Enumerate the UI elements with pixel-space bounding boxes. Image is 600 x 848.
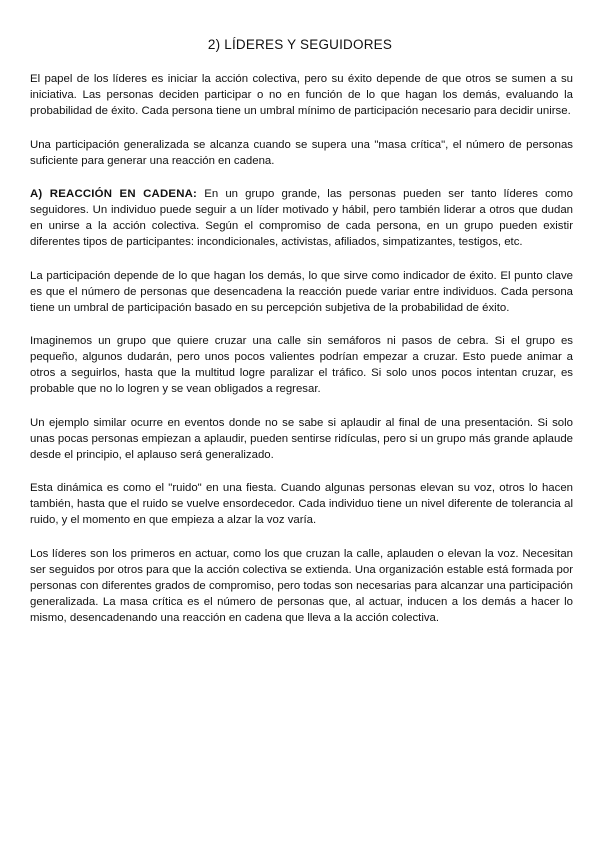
paragraph-text: Los líderes son los primeros en actuar, como los que cruzan la calle, aplauden o elevan la voz. Necesitan ser seguidos por otros para que la acción colectiva se extienda. Una organización estable está formada por personas con diferentes grados de compromiso, pero todas son necesarias para alcanzar una participación generalizada. La masa crítica es el número de personas que, al actuar, inducen a los demás a hacer lo mismo, desencadenando una reacción en cadena que lleva a la acción colectiva.: [30, 547, 573, 624]
paragraph: [30, 546, 573, 626]
paragraph-text: Un ejemplo similar ocurre en eventos donde no se sabe si aplaudir al final de una presentación. Si solo unas pocas personas empiezan a aplaudir, pueden sentirse ridículas, pero si un grupo más grande aplaude desde el principio, el aplauso será generalizado.: [30, 416, 573, 461]
paragraph: [30, 268, 573, 316]
paragraph: [30, 186, 573, 250]
paragraph-text: Una participación generalizada se alcanza cuando se supera una "masa crítica", el número de personas suficiente para generar una reacción en cadena.: [30, 138, 573, 167]
page-title: 2) LÍDERES Y SEGUIDORES: [207, 37, 393, 52]
paragraph-text: Imaginemos un grupo que quiere cruzar una calle sin semáforos ni pasos de cebra. Si el grupo es pequeño, algunos dudarán, pero unos pocos valientes podrían empezar a cruzar. Esto puede animar a otros a seguirlos, hasta que la multitud logre paralizar el tráfico. Si solo unos pocos intentan cruzar, es probable que no lo logren y se vean obligados a regresar.: [30, 335, 573, 395]
paragraph: [30, 333, 573, 397]
paragraph: [30, 480, 573, 528]
paragraph: [30, 415, 573, 463]
section-heading-chain-reaction: A) REACCIÓN EN CADENA:: [30, 188, 198, 200]
paragraph: [30, 137, 573, 169]
paragraph-text: El papel de los líderes es iniciar la acción colectiva, pero su éxito depende de que otros se sumen a su iniciativa. Las personas deciden participar o no en función de lo que hagan los demás, evaluando la probabilidad de éxito. Cada persona tiene un umbral mínimo de participación necesario para decidir unirse.: [30, 73, 573, 117]
document-body: [30, 71, 573, 643]
paragraph-text: Esta dinámica es como el "ruido" en una fiesta. Cuando algunas personas elevan su voz, otros lo hacen también, hasta que el ruido se vuelve ensordecedor. Cada individuo tiene un nivel diferente de tolerancia al ruido, y el momento en que empieza a alzar la voz varía.: [30, 482, 573, 526]
paragraph: [30, 71, 573, 119]
paragraph-text: La participación depende de lo que hagan los demás, lo que sirve como indicador de éxito. El punto clave es que el número de personas que desencadena la reacción puede variar entre individuos. Cada persona tiene un umbral de participación basado en su percepción subjetiva de la probabilidad de éxito.: [30, 269, 573, 314]
paragraph-text: En un grupo grande, las personas pueden ser tanto líderes como seguidores. Un individuo puede seguir a un líder motivado y hábil, pero también liderar a otros que dudan en unirse a la acción colectiva. Según el compromiso de cada persona, en un grupo pueden existir diferentes tipos de participantes: incondicionales, activistas, afiliados, simpatizantes, testigos, etc.: [30, 188, 573, 248]
